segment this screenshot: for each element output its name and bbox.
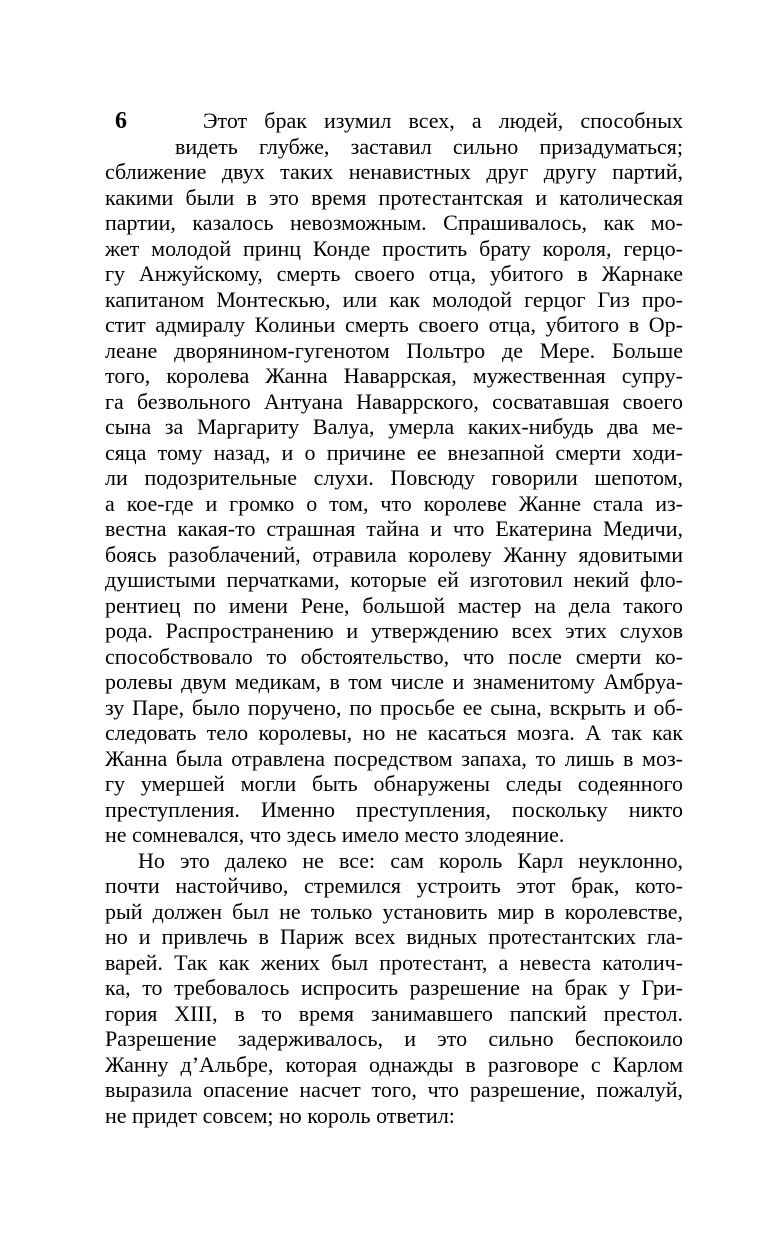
text-line: боясь разоблачений, отравила королеву Жанну ядовитыми [105,541,683,567]
text-line: выразила опасение насчет того, что разрешение, пожалуй, [105,1077,683,1102]
text-line: Этот брак изумил всех, а людей, способных [203,108,683,133]
text-line: гу Анжуйскому, смерть своего отца, убитого в Жарнаке [105,261,683,286]
text-line: сяца тому назад, и о причине ее внезапной смерти ходи- [105,439,683,465]
text-line: рентиец по имени Рене, большой мастер на дела такого [105,592,683,618]
text-line: ка, то требовалось испросить разрешение на брак у Гри- [105,975,683,1000]
text-line: Разрешение задерживалось, и это сильно беспокоило [105,1026,683,1051]
text-line: партии, казалось невозможным. Спрашивалось, как мо- [105,210,683,235]
text-line: не сомневался, что здесь имело место злодеяние. [105,822,565,847]
page-text [105,108,683,1128]
text-line: видеть глубже, заставил сильно призадуматься; [175,133,683,159]
text-line: зу Паре, было поручено, по просьбе ее сына, вскрыть и об- [105,694,683,720]
text-line: леане дворянином-гугенотом Польтро де Мере. Больше [105,337,683,363]
text-line: вестна какая-то страшная тайна и что Екатерина Медичи, [105,516,683,541]
text-line: рый должен был не только установить мир в королевстве, [105,898,683,924]
text-line: сына за Маргариту Валуа, умерла каких-нибудь два ме- [105,414,683,439]
text-line: того, королева Жанна Наваррская, мужественная супру- [105,363,683,388]
text-line: преступления. Именно преступления, поскольку никто [105,796,683,822]
text-line: гория XIII, в то время занимавшего папский престол. [105,1000,683,1026]
text-line: но и привлечь в Париж всех видных протестантских гла- [105,924,683,949]
text-line: ли подозрительные слухи. Повсюду говорили шепотом, [105,465,683,490]
text-line: стит адмиралу Колиньи смерть своего отца, убитого в Ор- [105,312,683,337]
text-line: рода. Распространению и утверждению всех этих слухов [105,618,683,643]
text-line: гу умершей могли быть обнаружены следы содеянного [105,771,683,796]
text-line: Жанна была отравлена посредством запаха, то лишь в моз- [105,745,683,771]
text-line: какими были в это время протестантская и католическая [105,184,683,210]
page-number: 6 [115,108,127,134]
text-line: Но это далеко не все: сам король Карл неуклонно, [138,847,683,873]
text-line: Жанну д’Альбре, которая однажды в разговоре с Карлом [105,1051,683,1077]
text-line: а кое-где и громко о том, что королеве Жанне стала из- [105,490,683,516]
text-line: сближение двух таких ненавистных друг другу партий, [105,159,683,184]
text-line: жет молодой принц Конде простить брату короля, герцо- [105,235,683,261]
text-line: га безвольного Антуана Наваррского, сосватавшая своего [105,388,683,414]
paragraph [105,848,683,1129]
text-line: следовать тело королевы, но не касаться мозга. А так как [105,720,683,745]
paragraph [105,108,683,848]
text-line: ролевы двум медикам, в том числе и знаменитому Амбруа- [105,669,683,694]
text-line: не придет совсем; но король ответил: [105,1102,455,1128]
text-line: капитаном Монтескью, или как молодой герцог Гиз про- [105,286,683,312]
text-line: способствовало то обстоятельство, что после смерти ко- [105,643,683,669]
text-line: варей. Так как жених был протестант, а невеста католич- [105,949,683,975]
text-line: душистыми перчатками, которые ей изготовил некий фло- [105,567,683,592]
text-line: почти настойчиво, стремился устроить этот брак, кото- [105,873,683,898]
